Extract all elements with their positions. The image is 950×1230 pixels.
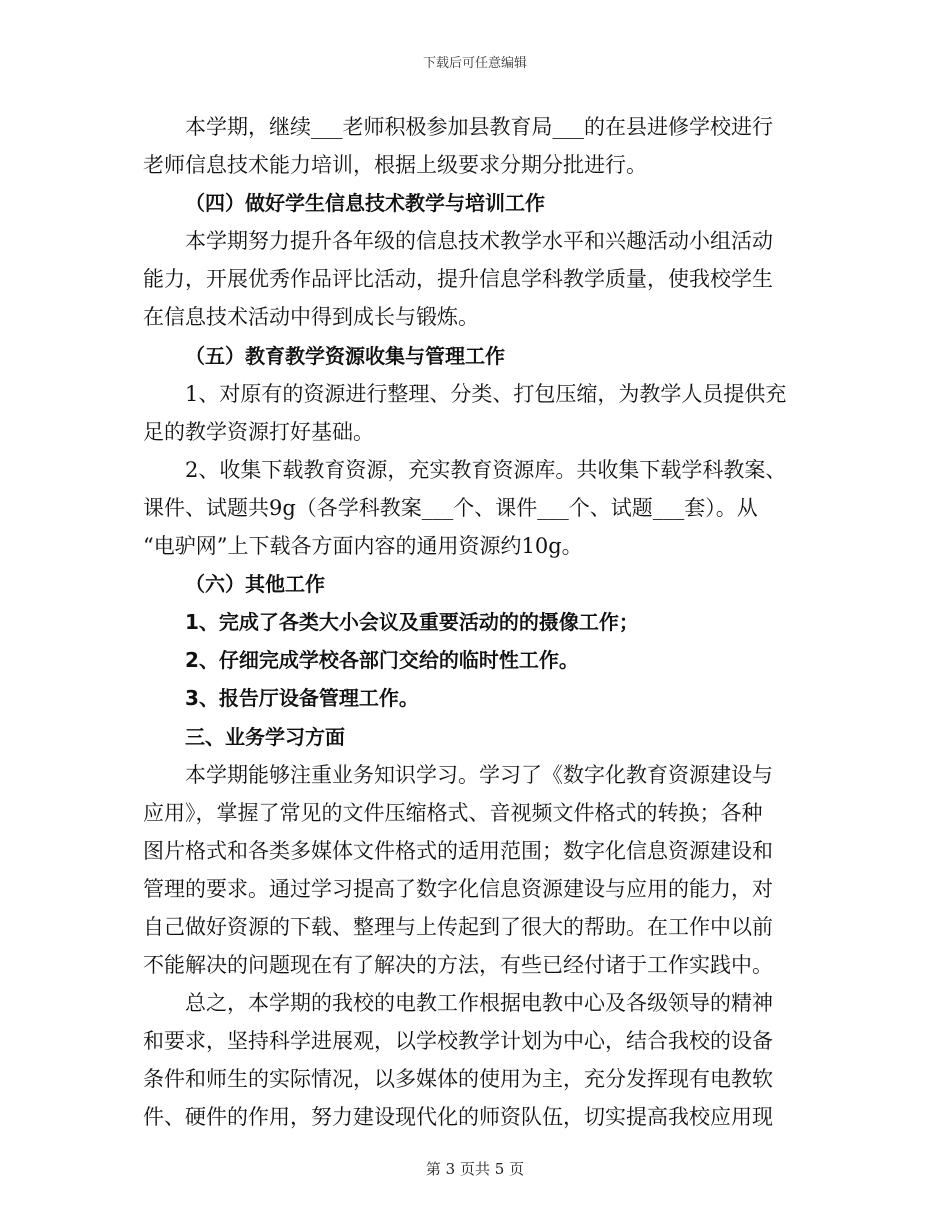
paragraph-line: 1、对原有的资源进行整理、分类、打包压缩，为教学人员提供充	[185, 381, 787, 406]
paragraph-line: 总之，本学期的我校的电教工作根据电教中心及各级领导的精神	[185, 991, 773, 1016]
section-heading-line: 1、完成了各类大小会议及重要活动的的摄像工作；	[185, 610, 639, 635]
section-heading-line: （四）做好学生信息技术教学与培训工作	[185, 191, 545, 216]
paragraph-line: 本学期努力提升各年级的信息技术教学水平和兴趣活动小组活动	[185, 229, 773, 254]
paragraph-line: 能力，开展优秀作品评比活动，提升信息学科教学质量，使我校学生	[143, 267, 773, 292]
paragraph-line: 足的教学资源打好基础。	[143, 419, 374, 444]
section-heading-line: （六）其他工作	[185, 572, 325, 597]
paragraph-line: 老师信息技术能力培训，根据上级要求分期分批进行。	[143, 153, 647, 178]
section-heading-line: 三、业务学习方面	[185, 724, 345, 749]
paragraph-line: 管理的要求。通过学习提高了数字化信息资源建设与应用的能力，对	[143, 876, 773, 901]
section-heading-line: 2、仔细完成学校各部门交给的临时性工作。	[185, 648, 579, 673]
paragraph-line: 2、收集下载教育资源，充实教育资源库。共收集下载学科教案、	[185, 457, 787, 482]
paragraph-line: 自己做好资源的下载、整理与上传起到了很大的帮助。在工作中以前	[143, 914, 773, 939]
paragraph-line: “电驴网”上下载各方面内容的通用资源约10g。	[143, 534, 583, 559]
paragraph-line: 条件和师生的实际情况，以多媒体的使用为主，充分发挥现有电教软	[143, 1067, 773, 1092]
paragraph-line: 应用》，掌握了常见的文件压缩格式、音视频文件格式的转换；各种	[143, 800, 763, 825]
paragraph-line: 件、硬件的作用，努力建设现代化的师资队伍，切实提高我校应用现	[143, 1105, 773, 1130]
paragraph-line: 本学期，继续___老师积极参加县教育局___的在县进修学校进行	[185, 115, 773, 139]
paragraph-line: 不能解决的问题现在有了解决的方法，有些已经付诸于工作实践中。	[143, 953, 773, 978]
paragraph-line: 图片格式和各类多媒体文件格式的适用范围；数字化信息资源建设和	[143, 838, 773, 863]
page-header: 下载后可任意编辑	[422, 56, 527, 71]
document-body	[143, 108, 808, 1137]
section-heading-line: 3、报告厅设备管理工作。	[185, 686, 419, 711]
paragraph-line: 课件、试题共9g（各学科教案___个、课件___个、试题___套）。从	[143, 495, 758, 520]
page-footer: 第 3 页共 5 页	[425, 1160, 525, 1178]
paragraph-line: 本学期能够注重业务知识学习。学习了《数字化教育资源建设与	[185, 762, 773, 787]
paragraph-line: 在信息技术活动中得到成长与锻炼。	[143, 305, 479, 330]
section-heading-line: （五）教育教学资源收集与管理工作	[185, 343, 505, 368]
paragraph-line: 和要求，坚持科学进展观，以学校教学计划为中心，结合我校的设备	[143, 1029, 773, 1054]
